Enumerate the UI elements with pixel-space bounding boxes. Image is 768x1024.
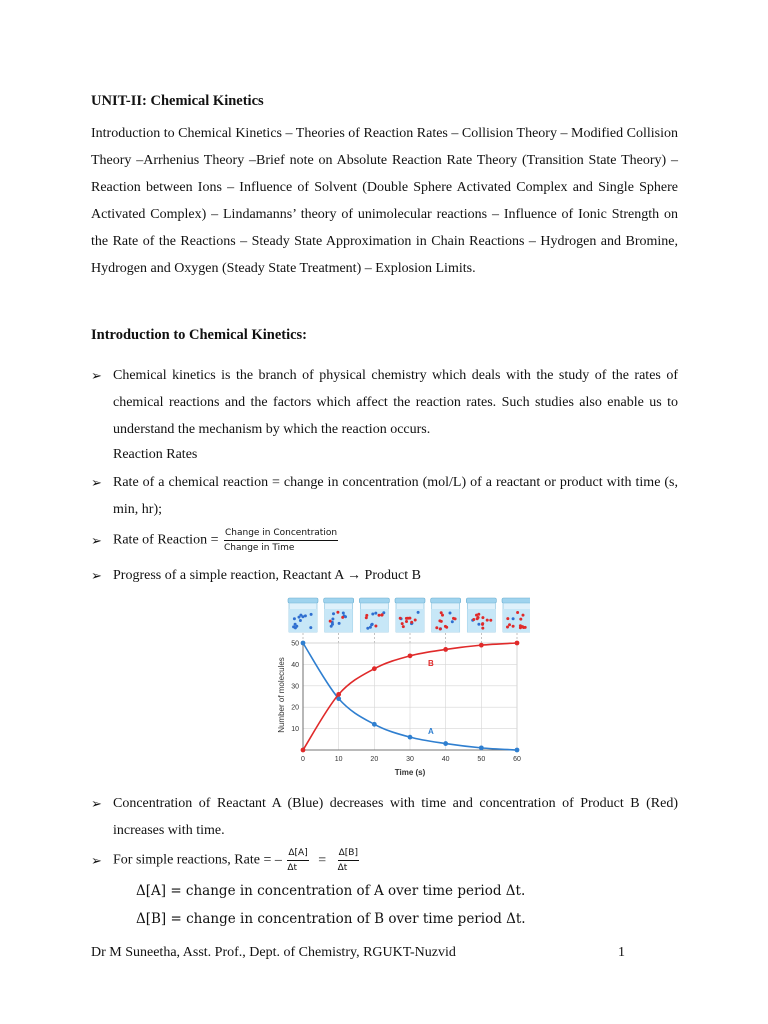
intro-paragraph: Introduction to Chemical Kinetics – Theories of Reaction Rates – Collision Theory – Modified Collision Theory –Arrhenius Theory –Brief note on Absolute Reaction Rate Theory (Transition State Theory) – Reaction between Ions – Influence of Solvent (Double Sphere Activated Complex and Single Sphere Activated Complex) – Lindamanns’ theory of unimolecular reactions – Influence of Ionic Strength on the Rate of the Reactions – Steady State Approximation in Chain Reactions – Hydrogen and Bromine, Hydrogen and Oxygen (Steady State Treatment) – Explosion Limits. — [91, 126, 678, 276]
reaction-progress-figure — [268, 595, 530, 780]
molecule-b — [486, 619, 489, 622]
bullet-text: Rate of a chemical reaction = change in concentration (mol/L) of a reactant or product with time (s, min, hr); — [113, 475, 678, 517]
molecule-a — [477, 623, 480, 626]
rate-fraction — [224, 527, 338, 554]
beaker-rim — [288, 598, 318, 603]
beaker — [502, 598, 530, 632]
x-tick-label: 40 — [441, 756, 450, 763]
molecule-b — [374, 625, 377, 628]
x-tick-label: 50 — [477, 756, 486, 763]
series-point-b — [372, 666, 377, 671]
beaker-liquid — [396, 609, 424, 632]
molecule-b — [481, 622, 484, 625]
molecule-b — [410, 621, 413, 624]
page-number: 1 — [618, 945, 625, 960]
bullet-arrow-icon: ➢ — [91, 853, 102, 868]
delta-a-numerator: Δ[A] — [287, 847, 308, 861]
y-tick-label: 20 — [291, 704, 299, 712]
beaker — [288, 598, 318, 632]
x-tick-label: 30 — [406, 756, 414, 763]
molecule-b — [405, 617, 408, 620]
molecule-a — [309, 626, 312, 629]
molecule-b — [452, 617, 455, 620]
molecule-b — [475, 614, 478, 617]
bullet-text: Concentration of Reactant A (Blue) decreases with time and concentration of Product B (Red) increases with time. — [113, 796, 678, 838]
chart-x-axis-label: Time (s) — [394, 768, 426, 777]
x-tick-label: 60 — [513, 756, 521, 763]
simple-rate-prefix: For simple reactions, Rate = – — [113, 852, 282, 868]
molecule-b — [336, 611, 339, 614]
molecule-b — [329, 620, 332, 623]
bullet-rate-definition — [91, 469, 678, 523]
series-point-a — [479, 745, 484, 750]
rate-denominator: Change in Time — [223, 543, 295, 553]
molecule-b — [408, 617, 411, 620]
bullet-arrow-icon: ➢ — [91, 568, 102, 583]
rate-formula-prefix: Rate of Reaction = — [113, 532, 219, 548]
beaker-rim — [466, 598, 496, 603]
rate-numerator: Change in Concentration — [224, 527, 338, 541]
bullet-simple-rate — [91, 847, 678, 874]
molecule-a — [366, 627, 369, 630]
delta-b-denominator: Δt — [337, 863, 348, 873]
molecule-b — [512, 625, 515, 628]
page-footer — [91, 945, 629, 961]
molecule-a — [417, 611, 420, 614]
molecule-b — [508, 623, 511, 626]
molecule-b — [399, 617, 402, 620]
series-point-a — [301, 641, 306, 646]
bullet-arrow-icon: ➢ — [91, 475, 102, 490]
delta-b-fraction — [338, 847, 359, 874]
molecule-a — [331, 618, 334, 621]
unit-title: UNIT-II: Chemical Kinetics — [91, 93, 264, 109]
series-point-a — [443, 741, 448, 746]
series-point-b — [515, 641, 520, 646]
series-point-a — [408, 735, 413, 740]
molecule-b — [481, 616, 484, 619]
molecule-a — [371, 623, 374, 626]
molecule-a — [293, 617, 296, 620]
x-tick-label: 20 — [370, 756, 379, 763]
series-point-b — [336, 692, 341, 697]
molecule-b — [402, 625, 405, 628]
molecule-a — [344, 615, 347, 618]
bullet-definition — [91, 362, 678, 443]
molecule-a — [299, 619, 302, 622]
bullet-text: Chemical kinetics is the branch of physical chemistry which deals with the study of the rates of chemical reactions and the factors which affect the reaction rates. Such studies also enable us to understand the mechanism by which the reaction occurs. — [113, 368, 678, 437]
beaker-rim — [395, 598, 425, 603]
beaker — [431, 598, 461, 632]
molecule-a — [332, 612, 335, 615]
molecule-b — [506, 617, 509, 620]
series-point-b — [301, 748, 306, 753]
bullet-concentration-note — [91, 790, 678, 844]
bullet-rate-formula — [91, 527, 678, 554]
y-tick-label: 40 — [291, 661, 299, 669]
section-heading: Introduction to Chemical Kinetics: — [91, 327, 308, 343]
molecule-b — [489, 619, 492, 622]
beaker-liquid — [289, 609, 317, 632]
footer-author: Dr M Suneetha, Asst. Prof., Dept. of Chemistry, RGUKT-Nuzvid — [91, 945, 456, 960]
delta-a-denominator: Δt — [287, 863, 298, 873]
series-point-b — [443, 647, 448, 652]
series-point-a — [372, 722, 377, 727]
molecule-b — [440, 620, 443, 623]
molecule-b — [519, 626, 522, 629]
molecule-a — [310, 613, 313, 616]
beaker — [324, 598, 354, 632]
molecule-a — [342, 612, 345, 615]
molecule-b — [522, 626, 525, 629]
x-tick-label: 0 — [301, 756, 305, 763]
bullet-arrow-icon: ➢ — [91, 796, 102, 811]
molecule-b — [481, 627, 484, 630]
y-tick-label: 10 — [291, 726, 299, 734]
beaker-rim — [431, 598, 461, 603]
x-tick-label: 10 — [334, 756, 343, 763]
delta-b-definition: Δ[B] = change in concentration of B over time period Δt. — [136, 911, 526, 927]
bullet-arrow-icon: ➢ — [91, 368, 102, 383]
y-tick-label: 30 — [291, 683, 299, 691]
chart-y-axis-label: Number of molecules — [277, 657, 286, 733]
beaker-rim — [324, 598, 354, 603]
molecule-b — [522, 614, 525, 617]
molecule-b — [341, 616, 344, 619]
molecule-b — [519, 618, 522, 621]
molecule-b — [405, 620, 408, 623]
beaker — [359, 598, 389, 632]
molecule-b — [365, 614, 368, 617]
molecule-b — [378, 614, 381, 617]
series-point-b — [408, 653, 413, 658]
molecule-b — [476, 617, 479, 620]
molecule-b — [439, 628, 442, 631]
beaker — [466, 598, 496, 632]
molecule-b — [401, 622, 404, 625]
beaker-rim — [359, 598, 389, 603]
molecule-b — [414, 619, 417, 622]
molecule-a — [301, 615, 304, 618]
molecule-a — [292, 625, 295, 628]
series-label-b: B — [428, 658, 434, 668]
delta-a-fraction — [287, 847, 308, 874]
molecule-a — [449, 612, 452, 615]
molecule-b — [472, 618, 475, 621]
series-point-b — [479, 643, 484, 648]
molecule-a — [371, 613, 374, 616]
molecule-a — [338, 622, 341, 625]
reaction-rates-label: Reaction Rates — [113, 447, 198, 462]
bullet-progress — [91, 562, 678, 589]
y-tick-label: 50 — [291, 640, 299, 648]
molecule-b — [441, 614, 444, 617]
beaker — [395, 598, 425, 632]
delta-b-numerator: Δ[B] — [338, 847, 359, 861]
molecule-a — [331, 623, 334, 626]
bullet-text: Progress of a simple reaction, Reactant A → Product B — [113, 568, 421, 583]
molecule-a — [374, 612, 377, 615]
molecule-b — [380, 614, 383, 617]
molecule-b — [516, 611, 519, 614]
series-point-a — [515, 748, 520, 753]
molecule-a — [512, 617, 515, 620]
beaker-rim — [502, 598, 530, 603]
bullet-arrow-icon: ➢ — [91, 533, 102, 548]
molecule-b — [435, 626, 438, 629]
molecule-a — [369, 626, 372, 629]
molecule-a — [295, 625, 298, 628]
molecule-a — [451, 620, 454, 623]
reaction-chart — [268, 595, 530, 780]
delta-a-definition: Δ[A] = change in concentration of A over time period Δt. — [136, 883, 526, 899]
molecule-b — [445, 626, 448, 629]
series-label-a: A — [428, 727, 434, 737]
equals-sign: = — [318, 852, 327, 868]
molecule-a — [298, 616, 301, 619]
